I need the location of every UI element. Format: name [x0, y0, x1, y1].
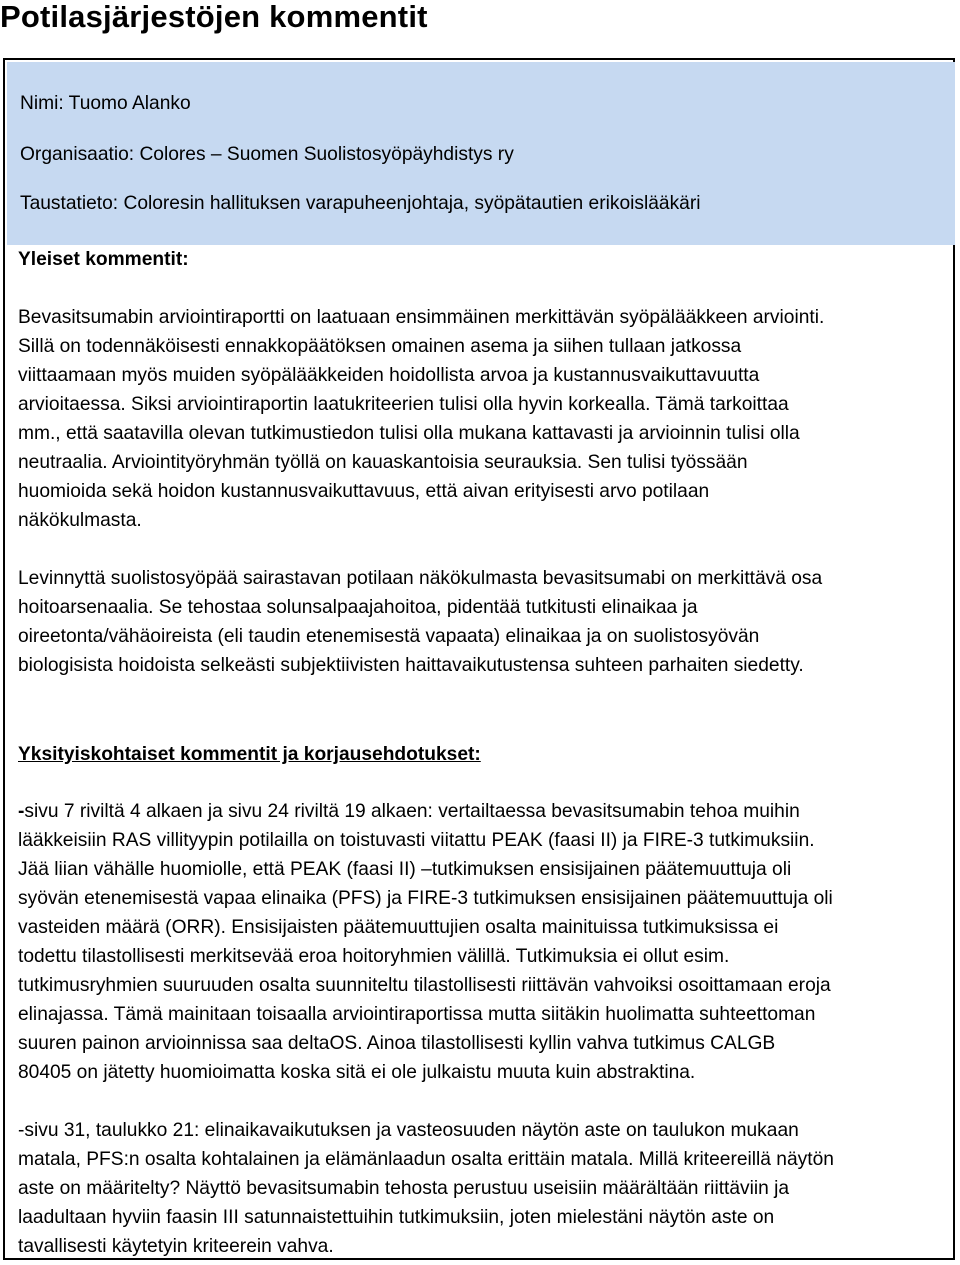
text-line: Jää liian vähälle huomiolle, että PEAK (faasi II) –tutkimuksen ensisijainen päätemuuttuja oli	[18, 859, 792, 880]
text-line: neutraalia. Arviointityöryhmän työllä on kauaskantoisia seurauksia. Sen tulisi työssään	[18, 452, 748, 473]
text-line: -sivu 31, taulukko 21: elinaikavaikutuksen ja vasteosuuden näytön aste on taulukon mukaan	[18, 1120, 799, 1141]
text-line: suuren painon arvioinnissa saa deltaOS. Ainoa tilastollisesti kyllin vahva tutkimus CALGB	[18, 1033, 776, 1054]
respondent-name: Nimi: Tuomo Alanko	[20, 93, 191, 114]
respondent-info-box	[7, 62, 955, 245]
general-comments-paragraph-2	[18, 564, 953, 680]
text-line: aste on määritelty? Näyttö bevasitsumabin tehosta perustuu useisiin määrältään riittäviin ja	[18, 1178, 790, 1199]
text-line: viittaamaan myös muiden syöpälääkkeiden hoidollista arvoa ja kustannusvaikuttavuutta	[18, 365, 760, 386]
detailed-comment-2	[18, 1116, 953, 1261]
text-line: mm., että saatavilla olevan tutkimustiedon tulisi olla mukana kattavasti ja arvioinnin tulisi olla	[18, 423, 800, 444]
page-title: Potilasjärjestöjen kommentit	[0, 0, 428, 34]
general-comments-heading: Yleiset kommentit:	[18, 249, 189, 270]
detailed-comment-1	[18, 797, 953, 1087]
text-line: syövän etenemisestä vapaa elinaika (PFS) ja FIRE-3 tutkimuksen ensisijainen päätemuuttuja oli	[18, 888, 833, 909]
general-comments-paragraph-1	[18, 303, 953, 535]
text-line	[18, 797, 953, 826]
respondent-organization: Organisaatio: Colores – Suomen Suolistosyöpäyhdistys ry	[20, 144, 514, 165]
text-line: Levinnyttä suolistosyöpää sairastavan potilaan näkökulmasta bevasitsumabi on merkittävä osa	[18, 568, 823, 589]
text-line: elinajassa. Tämä mainitaan toisaalla arviointiraportissa mutta siitäkin huolimatta suhteettoman	[18, 1004, 816, 1025]
list-dash: -	[18, 801, 25, 822]
text-line: huomioida sekä hoidon kustannusvaikuttavuus, että aivan erityisesti arvo potilaan	[18, 481, 710, 502]
text-line: lääkkeisiin RAS villityypin potilailla on toistuvasti viitattu PEAK (faasi II) ja FIRE-3 tutkimuksiin.	[18, 830, 815, 851]
text-line: biologisista hoidoista selkeästi subjektiivisten haittavaikutustensa suhteen parhaiten siedetty.	[18, 655, 804, 676]
text-line: Sillä on todennäköisesti ennakkopäätöksen omainen asema ja siihen tullaan jatkossa	[18, 336, 742, 357]
text-line: tavallisesti käytetyin kriteerein vahva.	[18, 1236, 334, 1257]
respondent-background: Taustatieto: Coloresin hallituksen varapuheenjohtaja, syöpätautien erikoislääkäri	[20, 193, 701, 214]
text-line: arvioitaessa. Siksi arviointiraportin laatukriteerien tulisi olla hyvin korkealla. Tämä tarkoittaa	[18, 394, 789, 415]
text-line: näkökulmasta.	[18, 510, 142, 531]
text-line-start: sivu 7 riviltä 4 alkaen ja sivu 24 riviltä 19 alkaen: vertailtaessa bevasitsumabin tehoa muihin	[24, 801, 800, 822]
text-line: Bevasitsumabin arviointiraportti on laatuaan ensimmäinen merkittävän syöpälääkkeen arviointi.	[18, 307, 825, 328]
text-line: 80405 on jätetty huomioimatta koska sitä ei ole julkaistu muuta kuin abstraktina.	[18, 1062, 696, 1083]
comment-form	[3, 58, 955, 1260]
text-line: matala, PFS:n osalta kohtalainen ja elämänlaadun osalta erittäin matala. Millä kriteereillä näytön	[18, 1149, 834, 1170]
text-line: laadultaan hyviin faasin III satunnaistettuihin tutkimuksiin, joten mielestäni näytön aste on	[18, 1207, 775, 1228]
text-line: todettu tilastollisesti merkitsevää eroa hoitoryhmien välillä. Tutkimuksia ei ollut esim.	[18, 946, 730, 967]
text-line: tutkimusryhmien suuruuden osalta suunniteltu tilastollisesti riittävän vahvoiksi osoittamaan eroja	[18, 975, 831, 996]
text-line: hoitoarsenaalia. Se tehostaa solunsalpaajahoitoa, pidentää tutkitusti elinaikaa ja	[18, 597, 698, 618]
text-line: oireetonta/vähäoireista (eli taudin etenemisestä vapaata) elinaikaa ja on suolistosyövän	[18, 626, 760, 647]
text-line: vasteiden määrä (ORR). Ensisijaisten päätemuuttujien osalta mainituissa tutkimuksissa ei	[18, 917, 779, 938]
detailed-comments-heading: Yksityiskohtaiset kommentit ja korjausehdotukset:	[18, 744, 481, 765]
